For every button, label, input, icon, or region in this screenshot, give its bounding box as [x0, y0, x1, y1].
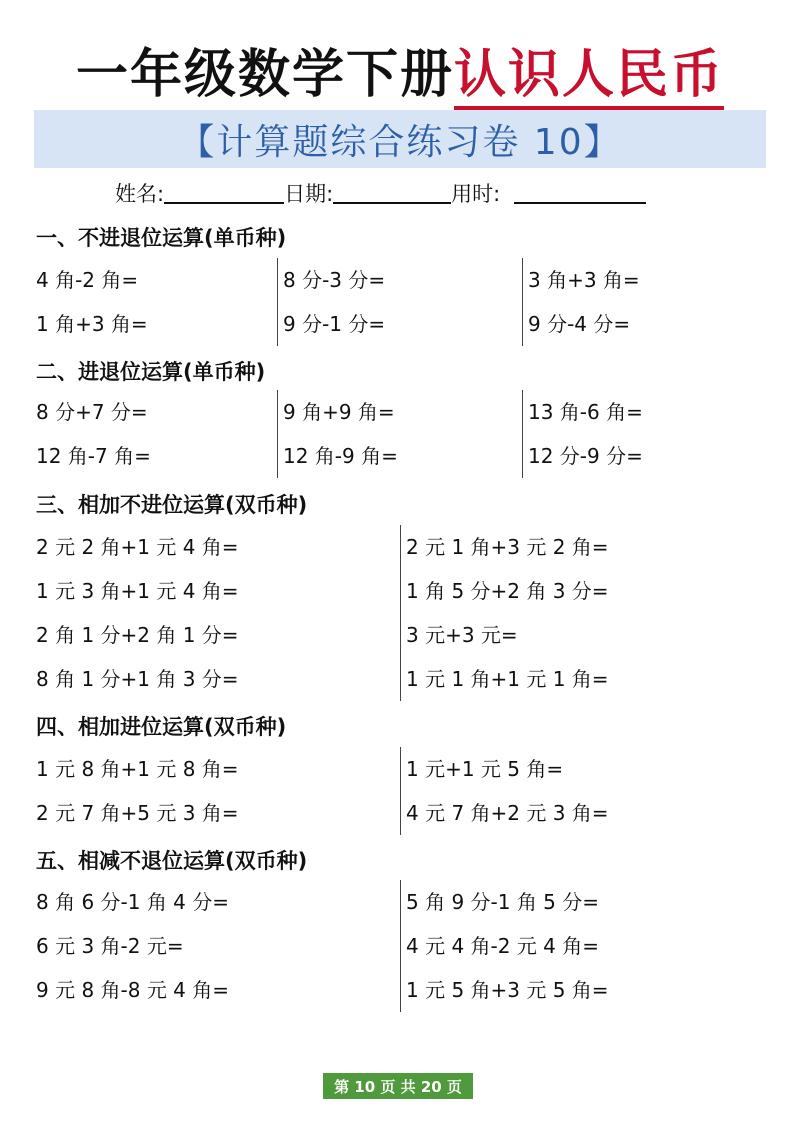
column-divider — [400, 880, 401, 1012]
time-label: 用时: — [451, 182, 501, 206]
column-divider — [522, 258, 523, 346]
problem-column — [528, 258, 640, 346]
problem-item: 2 元 1 角+3 元 2 角= — [406, 535, 609, 559]
problem-item: 4 角-2 角= — [36, 268, 139, 292]
problem-item: 6 元 3 角-2 元= — [36, 934, 184, 958]
section-heading: 四、相加进位运算(双币种) — [36, 715, 287, 739]
problem-item: 1 元 3 角+1 元 4 角= — [36, 579, 239, 603]
problem-column — [36, 258, 148, 346]
name-blank[interactable] — [164, 201, 284, 204]
page-title — [0, 40, 800, 110]
problem-item: 1 角 5 分+2 角 3 分= — [406, 579, 609, 603]
problem-item: 9 元 8 角-8 元 4 角= — [36, 978, 230, 1002]
problem-item: 8 角 1 分+1 角 3 分= — [36, 667, 239, 691]
problem-item: 8 分-3 分= — [283, 268, 386, 292]
problem-column — [36, 390, 151, 478]
problem-column — [406, 525, 609, 701]
section-heading: 三、相加不进位运算(双币种) — [36, 493, 308, 517]
problem-column — [36, 525, 239, 701]
problem-item: 9 角+9 角= — [283, 400, 395, 424]
worksheet-banner: 【计算题综合练习卷 10】 — [34, 110, 766, 168]
name-label: 姓名: — [115, 182, 165, 206]
problem-item: 3 角+3 角= — [528, 268, 640, 292]
problem-item: 2 角 1 分+2 角 1 分= — [36, 623, 239, 647]
section-heading: 一、不进退位运算(单币种) — [36, 226, 287, 250]
title-highlight: 认识人民币 — [454, 40, 724, 110]
problem-column — [36, 747, 239, 835]
time-blank[interactable] — [514, 201, 646, 204]
column-divider — [400, 525, 401, 701]
problem-item: 4 元 7 角+2 元 3 角= — [406, 801, 609, 825]
problem-item: 3 元+3 元= — [406, 623, 518, 647]
problem-column — [406, 880, 609, 1012]
problem-item: 1 元 5 角+3 元 5 角= — [406, 978, 609, 1002]
problem-item: 8 角 6 分-1 角 4 分= — [36, 890, 230, 914]
problem-item: 12 角-9 角= — [283, 444, 398, 468]
problem-item: 12 分-9 分= — [528, 444, 643, 468]
date-blank[interactable] — [333, 201, 451, 204]
column-divider — [277, 390, 278, 478]
problem-column — [36, 880, 229, 1012]
problem-item: 1 元 1 角+1 元 1 角= — [406, 667, 609, 691]
date-label: 日期: — [284, 182, 334, 206]
column-divider — [277, 258, 278, 346]
problem-item: 4 元 4 角-2 元 4 角= — [406, 934, 600, 958]
section-heading: 五、相减不退位运算(双币种) — [36, 849, 308, 873]
page-number-badge: 第 10 页 共 20 页 — [323, 1073, 473, 1099]
problem-column — [406, 747, 609, 835]
problem-column — [283, 258, 385, 346]
problem-item: 2 元 7 角+5 元 3 角= — [36, 801, 239, 825]
problem-item: 8 分+7 分= — [36, 400, 148, 424]
title-main: 一年级数学下册 — [75, 45, 454, 105]
problem-column — [528, 390, 643, 478]
problem-item: 12 角-7 角= — [36, 444, 151, 468]
problem-item: 1 元 8 角+1 元 8 角= — [36, 757, 239, 781]
column-divider — [522, 390, 523, 478]
problem-item: 5 角 9 分-1 角 5 分= — [406, 890, 600, 914]
problem-item: 9 分-4 分= — [528, 312, 631, 336]
student-info-row — [115, 178, 646, 208]
problem-item: 13 角-6 角= — [528, 400, 643, 424]
problem-item: 2 元 2 角+1 元 4 角= — [36, 535, 239, 559]
section-heading: 二、进退位运算(单币种) — [36, 360, 266, 384]
problem-item: 1 角+3 角= — [36, 312, 148, 336]
problem-item: 9 分-1 分= — [283, 312, 386, 336]
problem-item: 1 元+1 元 5 角= — [406, 757, 564, 781]
problem-column — [283, 390, 398, 478]
column-divider — [400, 747, 401, 835]
